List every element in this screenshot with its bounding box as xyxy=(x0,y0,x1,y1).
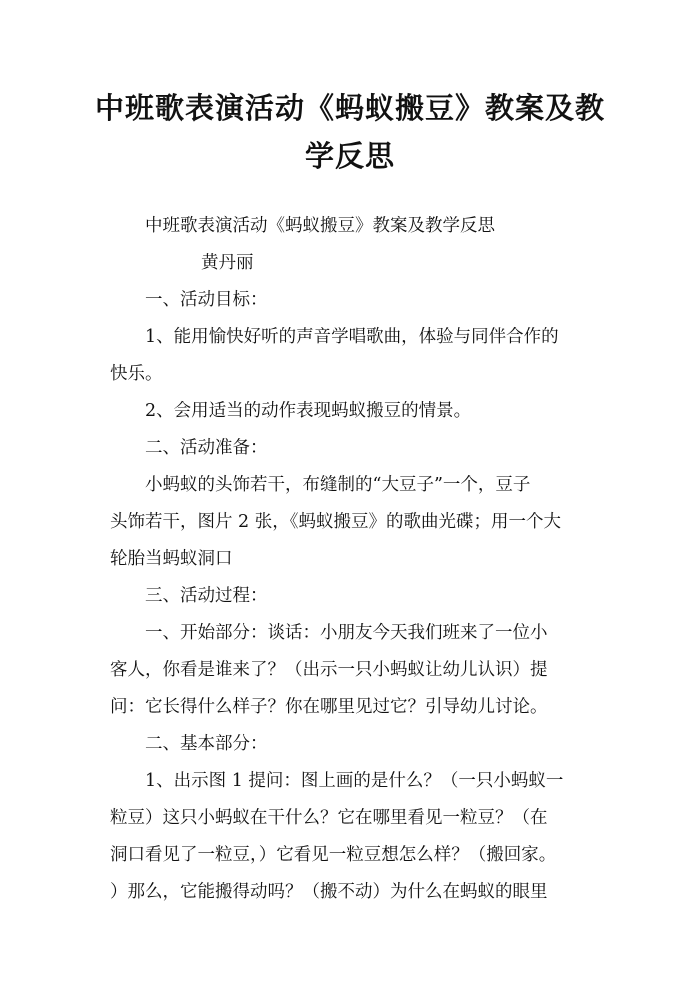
body-line: 客人，你看是谁来了？（出示一只小蚂蚁让幼儿认识）提 xyxy=(110,660,548,680)
body-line: 头饰若干，图片 2 张，《蚂蚁搬豆》的歌曲光碟；用一个大 xyxy=(110,512,562,532)
document-title xyxy=(90,84,610,180)
body-line: 1、能用愉快好听的声音学唱歌曲，体验与同伴合作的 xyxy=(145,327,559,347)
section-heading-preparation: 二、活动准备： xyxy=(145,438,268,458)
body-line: 问：它长得什么样子？你在哪里见过它？引导幼儿讨论。 xyxy=(110,697,548,717)
body-line: 快乐。 xyxy=(110,364,163,384)
title-line-1: 中班歌表演活动《蚂蚁搬豆》教案及教 xyxy=(94,91,605,125)
title-line-2: 学反思 xyxy=(304,139,395,173)
subtitle: 中班歌表演活动《蚂蚁搬豆》教案及教学反思 xyxy=(145,216,495,236)
body-line: 洞口看见了一粒豆，）它看见一粒豆想怎么样？（搬回家。 xyxy=(110,845,557,865)
body-line: 2、会用适当的动作表现蚂蚁搬豆的情景。 xyxy=(145,401,472,421)
section-heading-basic: 二、基本部分： xyxy=(145,734,268,754)
body-line: 小蚂蚁的头饰若干，布缝制的“大豆子”一个，豆子 xyxy=(145,475,531,495)
section-heading-process: 三、活动过程： xyxy=(145,586,268,606)
body-line: 1、出示图 1 提问：图上画的是什么？（一只小蚂蚁一 xyxy=(145,771,564,791)
author-name: 黄丹丽 xyxy=(201,253,254,273)
section-heading-goals: 一、活动目标： xyxy=(145,290,268,310)
body-line: ）那么，它能搬得动吗？（搬不动）为什么在蚂蚁的眼里 xyxy=(110,882,548,902)
body-line: 轮胎当蚂蚁洞口 xyxy=(110,549,233,569)
body-line: 粒豆）这只小蚂蚁在干什么？它在哪里看见一粒豆？（在 xyxy=(110,808,548,828)
body-line: 一、开始部分：谈话：小朋友今天我们班来了一位小 xyxy=(145,623,548,643)
